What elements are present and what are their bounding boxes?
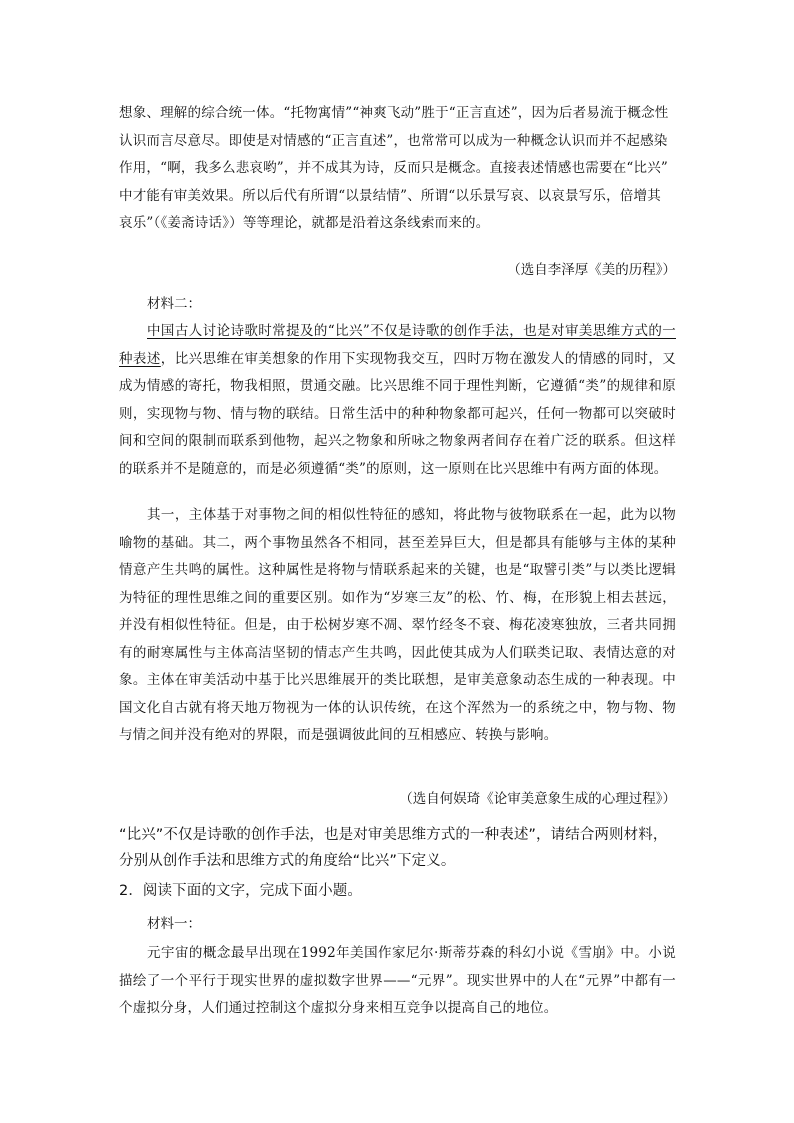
text-line: 中才能有审美效果。所以后代有所谓“以景结情”、所谓“以乐景写哀、以哀景写乐，倍增其 [119,187,661,204]
text-line: 想象、理解的综合统一体。“托物寓情”“神爽飞动”胜于“正言直述”，因为后者易流于概念性 [119,105,669,121]
material-one-label: 材料一： [147,916,201,932]
question-prompt [119,822,676,874]
question-text: “比兴”不仅是诗歌的创作手法，也是对审美思维方式的一种表述”，请结合两则材料，分别从创作手法和思维方式的角度给“比兴”下定义。 [119,827,668,869]
question-2-heading [119,878,676,904]
source-citation-1: （选自李泽厚《美的历程》） [507,262,676,278]
material-one-continuation [119,100,676,238]
metaverse-paragraph [119,940,676,1023]
question-2-text: 2．阅读下面的文字，完成下面小题。 [119,883,362,899]
material-two-label: 材料二： [147,296,201,312]
material-two-paragraph-2 [119,502,676,750]
text-line: 哀乐”（《姜斋诗话》）等等理论，就都是沿着这条线索而来的。 [119,215,490,231]
paragraph-text: ，比兴思维在审美想象的作用下实现物我交互，四时万物在激发人的情感的同时，又成为情感的寄托，物我相照，贯通交融。比兴思维不同于理性判断，它遵循“类”的规律和原则，实现物与物、情与物的联结。日常生活中的种种物象都可起兴，任何一物都可以突破时间和空间的限制而联系到他物，起兴之物象和所咏之物象两者间存在着广泛的联系。但这样的联系并不是随意的，而是必须遵循“类”的原则，这一原则在比兴思维中有两方面的体现。 [119,350,676,477]
text-line: 认识而言尽意尽。即使是对情感的“正言直述”，也常常可以成为一种概念认识而并不起感染 [119,132,668,149]
source-citation-2: （选自何娱琦《论审美意象生成的心理过程》） [399,791,676,807]
underlined-key-sentence: 中国古人讨论诗歌时常提及的“比兴”不仅是诗歌的创作手法，也是对审美思维方式的一种表述 [119,323,676,367]
paragraph-text: 其一，主体基于对事物之间的相似性特征的感知，将此物与彼物联系在一起，此为以物喻物的基础。其二，两个事物虽然各不相同，甚至差异巨大，但是都具有能够与主体的某种情意产生共鸣的属性。这种属性是将物与情联系起来的关键，也是“取譬引类”与以类比逻辑为特征的理性思维之间的重要区别。如作为“岁寒三友”的松、竹、梅，在形貌上相去甚远，并没有相似性特征。但是，由于松树岁寒不凋、翠竹经冬不衰、梅花凌寒独放，三者共同拥有的耐寒属性与主体高洁坚韧的情志产生共鸣，因此使其成为人们联类记取、表情达意的对象。主体在审美活动中基于比兴思维展开的类比联想，是审美意象动态生成的一种表现。中国文化自古就有将天地万物视为一体的认识传统，在这个浑然为一的系统之中，物与物、物与情之间并没有绝对的界限，而是强调彼此间的互相感应、转换与影响。 [119,507,676,743]
text-line: 作用，“啊，我多么悲哀哟”，并不成其为诗，反而只是概念。直接表述情感也需要在“比兴” [119,160,669,176]
material-two-paragraph-1 [119,318,676,483]
paragraph-text: 元宇宙的概念最早出现在1992年美国作家尼尔·斯蒂芬森的科幻小说《雪崩》中。小说描绘了一个平行于现实世界的虚拟数字世界——“元界”。现实世界中的人在“元界”中都有一个虚拟分身，人们通过控制这个虚拟分身来相互竞争以提高自己的地位。 [119,945,676,1016]
